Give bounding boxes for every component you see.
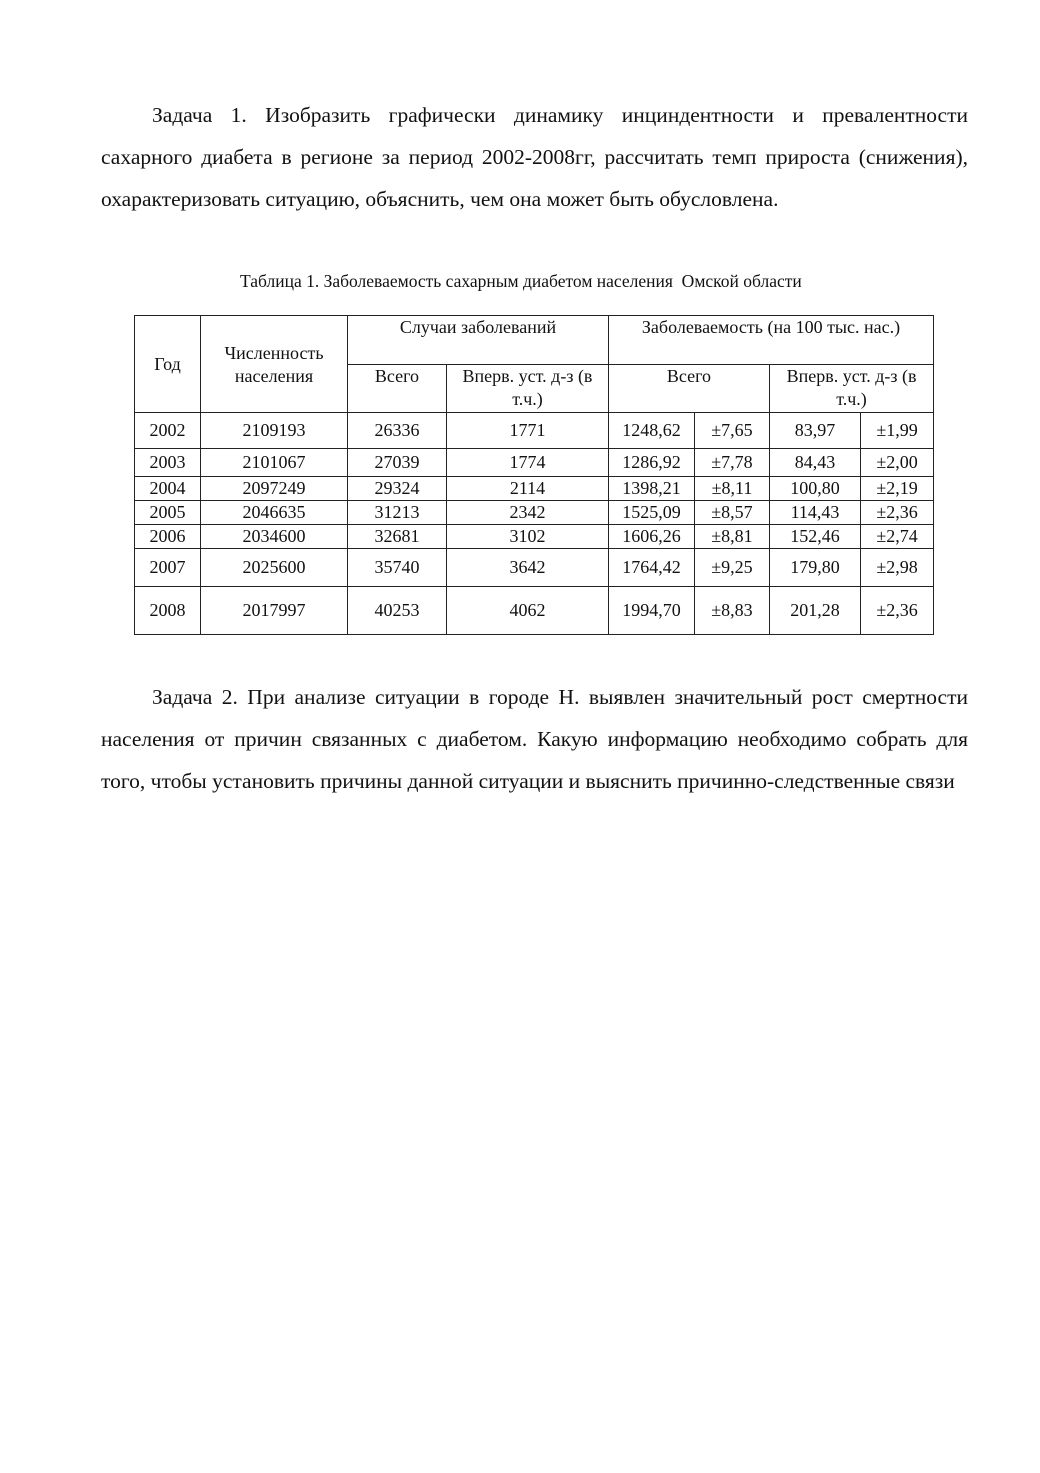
morbidity-table xyxy=(134,315,934,635)
cell-rate-new: 83,97 xyxy=(770,413,861,449)
header-incidence-group: Заболеваемость (на 100 тыс. нас.) xyxy=(609,316,934,365)
cell-rate-new: 201,28 xyxy=(770,587,861,635)
table-row xyxy=(135,413,934,449)
cell-rate-new-error: ±2,36 xyxy=(861,501,934,525)
cell-population: 2034600 xyxy=(201,525,348,549)
cell-rate-total: 1764,42 xyxy=(609,549,695,587)
table-row xyxy=(135,501,934,525)
cell-rate-new-error: ±2,36 xyxy=(861,587,934,635)
cell-rate-new: 100,80 xyxy=(770,477,861,501)
cell-population: 2097249 xyxy=(201,477,348,501)
cell-rate-new-error: ±1,99 xyxy=(861,413,934,449)
cell-rate-total: 1248,62 xyxy=(609,413,695,449)
cell-rate-new: 114,43 xyxy=(770,501,861,525)
cell-rate-total: 1398,21 xyxy=(609,477,695,501)
cell-rate-new-error: ±2,98 xyxy=(861,549,934,587)
cell-cases-total: 31213 xyxy=(348,501,447,525)
cell-population: 2101067 xyxy=(201,449,348,477)
cell-rate-new: 84,43 xyxy=(770,449,861,477)
cell-population: 2025600 xyxy=(201,549,348,587)
cell-rate-total-error: ±8,57 xyxy=(695,501,770,525)
cell-cases-total: 32681 xyxy=(348,525,447,549)
header-rate-total: Всего xyxy=(609,365,770,413)
cell-population: 2109193 xyxy=(201,413,348,449)
task-2-text: При анализе ситуации в городе Н. выявлен значительный рост смертности населения от причин связанных с диабетом. Какую информацию необходимо собрать для того, чтобы установить причины данной ситуации и выяснить причинно-следственные связи xyxy=(101,685,969,793)
table-caption: Таблица 1. Заболеваемость сахарным диабетом населения Омской области xyxy=(240,271,802,291)
cell-rate-new: 179,80 xyxy=(770,549,861,587)
cell-cases-total: 40253 xyxy=(348,587,447,635)
cell-rate-new-error: ±2,19 xyxy=(861,477,934,501)
cell-cases-total: 35740 xyxy=(348,549,447,587)
header-rate-new: Вперв. уст. д-з (в т.ч.) xyxy=(770,365,934,413)
cell-population: 2046635 xyxy=(201,501,348,525)
header-population: Численность населения xyxy=(201,316,348,413)
table-header-row-1 xyxy=(135,316,934,365)
table-row xyxy=(135,477,934,501)
cell-rate-new-error: ±2,00 xyxy=(861,449,934,477)
task-2-label: Задача 2. xyxy=(152,685,238,709)
cell-rate-new-error: ±2,74 xyxy=(861,525,934,549)
cell-cases-total: 26336 xyxy=(348,413,447,449)
header-year: Год xyxy=(135,316,201,413)
header-cases-new: Вперв. уст. д-з (в т.ч.) xyxy=(447,365,609,413)
cell-rate-total-error: ±8,81 xyxy=(695,525,770,549)
cell-rate-total: 1994,70 xyxy=(609,587,695,635)
cell-cases-new: 1771 xyxy=(447,413,609,449)
cell-cases-new: 3102 xyxy=(447,525,609,549)
cell-rate-total-error: ±7,78 xyxy=(695,449,770,477)
cell-rate-total-error: ±8,83 xyxy=(695,587,770,635)
table-row xyxy=(135,449,934,477)
cell-year: 2006 xyxy=(135,525,201,549)
cell-cases-new: 2114 xyxy=(447,477,609,501)
cell-year: 2004 xyxy=(135,477,201,501)
cell-year: 2007 xyxy=(135,549,201,587)
cell-year: 2003 xyxy=(135,449,201,477)
cell-population: 2017997 xyxy=(201,587,348,635)
header-cases-total: Всего xyxy=(348,365,447,413)
cell-year: 2005 xyxy=(135,501,201,525)
cell-rate-total: 1606,26 xyxy=(609,525,695,549)
task-1-label: Задача 1. xyxy=(152,103,247,127)
task-1-paragraph xyxy=(101,94,968,220)
cell-rate-total-error: ±8,11 xyxy=(695,477,770,501)
table-row xyxy=(135,525,934,549)
cell-cases-total: 27039 xyxy=(348,449,447,477)
task-1-text: Изобразить графически динамику инциндентности и превалентности сахарного диабета в регионе за период 2002-2008гг, рассчитать темп прироста (снижения), охарактеризовать ситуацию, объяснить, чем она может быть обусловлена. xyxy=(101,103,969,211)
cell-year: 2008 xyxy=(135,587,201,635)
cell-rate-new: 152,46 xyxy=(770,525,861,549)
header-cases-group: Случаи заболеваний xyxy=(348,316,609,365)
task-2-paragraph xyxy=(101,676,968,802)
cell-rate-total: 1525,09 xyxy=(609,501,695,525)
table-row xyxy=(135,587,934,635)
cell-cases-total: 29324 xyxy=(348,477,447,501)
table-row xyxy=(135,549,934,587)
cell-cases-new: 4062 xyxy=(447,587,609,635)
cell-cases-new: 1774 xyxy=(447,449,609,477)
cell-cases-new: 2342 xyxy=(447,501,609,525)
cell-rate-total: 1286,92 xyxy=(609,449,695,477)
cell-cases-new: 3642 xyxy=(447,549,609,587)
cell-year: 2002 xyxy=(135,413,201,449)
cell-rate-total-error: ±9,25 xyxy=(695,549,770,587)
cell-rate-total-error: ±7,65 xyxy=(695,413,770,449)
